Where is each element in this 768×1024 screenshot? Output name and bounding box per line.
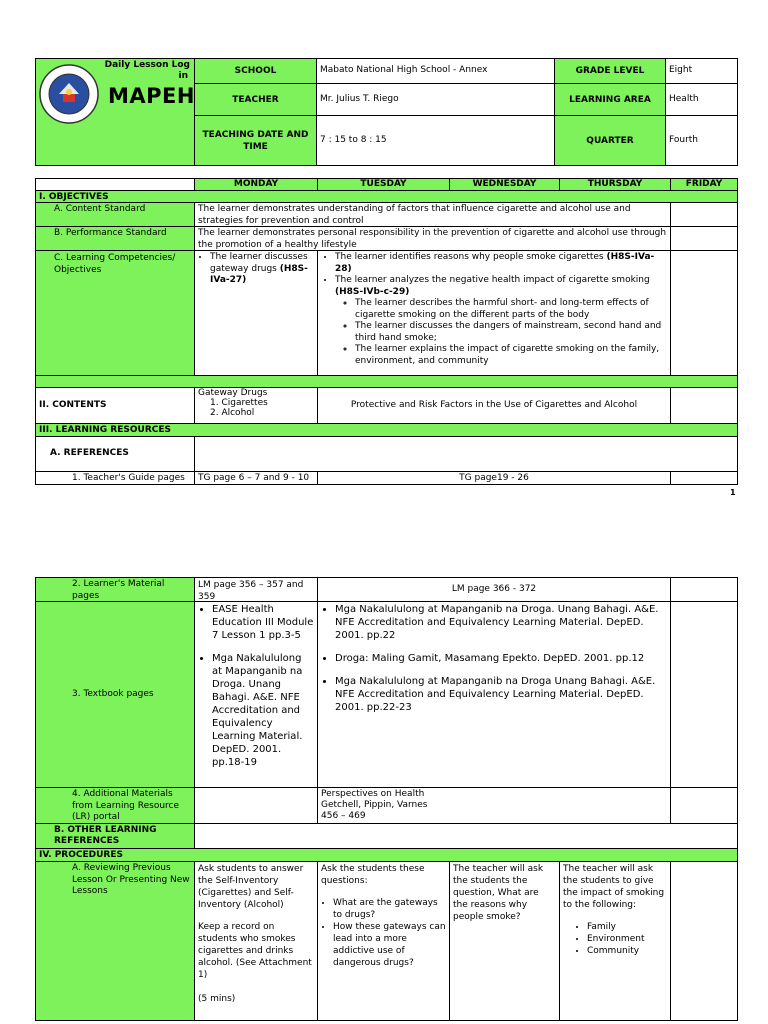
- textbook-item: • Mga Nakalululong at Mapanganib na Droga Unang Bahagi. A&E. NFE Accreditation and Equivalency Learning Material. DepED. 2001. pp.22-23: [335, 675, 667, 714]
- impact-item: • Environment: [587, 933, 667, 945]
- teacher-label: TEACHER: [194, 83, 317, 116]
- objectives-heading: I. OBJECTIVES: [35, 190, 738, 203]
- competencies-friday: [670, 250, 738, 376]
- textbook-friday: [670, 601, 738, 788]
- contents-monday: Gateway Drugs 1. Cigarettes 2. Alcohol: [194, 387, 318, 424]
- page-number: 1: [730, 488, 736, 497]
- reviewing-thursday-1: The teacher will ask the students to give the impact of smoking to the following:: [563, 864, 665, 910]
- other-references-row: [194, 823, 738, 849]
- other-references-label: B. OTHER LEARNING REFERENCES: [35, 823, 195, 849]
- content-standard-text: The learner demonstrates understanding of factors that influence cigarette and alcohol use and strategies for prevention and control: [194, 202, 671, 227]
- competency-subitem: ◦ The learner describes the harmful short- and long-term effects of cigarette smoking on the different parts of the body: [355, 298, 667, 321]
- performance-standard-text: The learner demonstrates personal responsibility in the prevention of cigarette and alcohol use through the promotion of a healthy lifestyle: [194, 226, 671, 251]
- learners-material-monday: LM page 356 – 357 and 359: [194, 577, 318, 602]
- day-tuesday: TUESDAY: [317, 178, 450, 191]
- competencies-tue-thu: [317, 250, 671, 376]
- references-heading: A. REFERENCES: [35, 436, 195, 472]
- textbook-monday: [194, 601, 318, 788]
- impact-item: • Community: [587, 945, 667, 957]
- learning-area-label: LEARNING AREA: [554, 83, 666, 116]
- textbook-item: • EASE Health Education III Module 7 Lesson 1 pp.3-5: [212, 603, 314, 642]
- reviewing-question: • How these gateways can lead into a more addictive use of dangerous drugs?: [333, 921, 446, 969]
- reviewing-tuesday: [317, 861, 450, 1021]
- contents-tue-thu: Protective and Risk Factors in the Use of Cigarettes and Alcohol: [317, 387, 671, 424]
- performance-standard-friday: [670, 226, 738, 251]
- reviewing-question: • What are the gateways to drugs?: [333, 897, 446, 921]
- contents-monday-title: Gateway Drugs: [198, 388, 268, 398]
- day-monday: MONDAY: [194, 178, 318, 191]
- reviewing-friday: [670, 861, 738, 1021]
- reviewing-monday-1: Ask students to answer the Self-Inventory (Cigarettes) and Self-Inventory (Alcohol): [198, 864, 304, 910]
- additional-material-pages: 456 – 469: [321, 811, 366, 821]
- learners-material-friday: [670, 577, 738, 602]
- competencies-monday: [194, 250, 318, 376]
- date-label: TEACHING DATE AND TIME: [194, 115, 317, 166]
- date-value: 7 : 15 to 8 : 15: [316, 115, 555, 166]
- learners-material-tue-thu: LM page 366 - 372: [317, 577, 671, 602]
- textbook-tue-thu: [317, 601, 671, 788]
- reviewing-label: A. Reviewing Previous Lesson Or Presenting New Lessons: [35, 861, 195, 1021]
- additional-materials-label: 4. Additional Materials from Learning Resource (LR) portal: [35, 787, 195, 824]
- competency-item: • The learner analyzes the negative health impact of cigarette smoking (H8S-IVb-c-29) ◦ The learner describes the harmful short- and long-term effects of cigarette smoking on the different parts of the body ◦ The learner discusses the dangers of mainstream, second hand and third hand smoke; ◦ The learner explains the impact of cigarette smoking on the family, environment, and community: [335, 275, 667, 367]
- deped-seal: [38, 63, 100, 125]
- day-friday: FRIDAY: [670, 178, 738, 191]
- competency-subitem: ◦ The learner discusses the dangers of mainstream, second hand and third hand smoke;: [355, 321, 667, 344]
- references-row: [194, 436, 738, 472]
- additional-materials-tuesday: [317, 787, 671, 824]
- teacher-value: Mr. Julius T. Riego: [316, 83, 555, 116]
- subject-title: MAPEH: [108, 84, 195, 108]
- teachers-guide-tue-thu: TG page19 - 26: [317, 471, 671, 485]
- learners-material-label: 2. Learner's Material pages: [35, 577, 195, 602]
- reviewing-wednesday: The teacher will ask the students the question, What are the reasons why people smoke?: [449, 861, 560, 1021]
- quarter-label: QUARTER: [554, 115, 666, 166]
- grade-value: Eight: [665, 58, 738, 84]
- textbook-item: • Mga Nakalululong at Mapanganib na Droga. Unang Bahagi. A&E. NFE Accreditation and Equivalency Learning Material. DepED. 2001. pp.22: [335, 603, 667, 642]
- competency-item: • The learner discusses gateway drugs (H8S-IVa-27): [210, 252, 314, 287]
- additional-materials-monday: [194, 787, 318, 824]
- reviewing-tuesday-1: Ask the students these questions:: [321, 864, 425, 886]
- additional-materials-friday: [670, 787, 738, 824]
- content-standard-label: A. Content Standard: [35, 202, 195, 227]
- textbook-label: 3. Textbook pages: [35, 601, 195, 788]
- reviewing-thursday: [559, 861, 671, 1021]
- reviewing-monday-3: (5 mins): [198, 994, 236, 1004]
- school-label: SCHOOL: [194, 58, 317, 84]
- learning-area-value: Health: [665, 83, 738, 116]
- daily-lesson-log-in: in: [178, 71, 188, 81]
- textbook-item: • Mga Nakalululong at Mapanganib na Droga. Unang Bahagi. A&E. NFE Accreditation and Equivalency Learning Material. DepED. 2001. pp.18-19: [212, 652, 314, 769]
- performance-standard-label: B. Performance Standard: [35, 226, 195, 251]
- quarter-value: Fourth: [665, 115, 738, 166]
- learning-resources-heading: III. LEARNING RESOURCES: [35, 423, 738, 437]
- day-wednesday: WEDNESDAY: [449, 178, 560, 191]
- textbook-item: • Droga: Maling Gamit, Masamang Epekto. DepED. 2001. pp.12: [335, 652, 667, 665]
- additional-material-title: Perspectives on Health: [321, 789, 425, 799]
- daily-lesson-log-label: Daily Lesson Log: [104, 60, 190, 70]
- teachers-guide-monday: TG page 6 – 7 and 9 - 10: [194, 471, 318, 485]
- competency-item: • The learner identifies reasons why people smoke cigarettes (H8S-IVa-28): [335, 252, 667, 275]
- additional-material-authors: Getchell, Pippin, Varnes: [321, 800, 428, 810]
- reviewing-monday-2: Keep a record on students who smokes cigarettes and drinks alcohol. (See Attachment 1): [198, 922, 312, 980]
- competencies-label: C. Learning Competencies/ Objectives: [35, 250, 195, 376]
- teachers-guide-friday: [670, 471, 738, 485]
- grade-label: GRADE LEVEL: [554, 58, 666, 84]
- contents-heading: II. CONTENTS: [35, 387, 195, 424]
- school-value: Mabato National High School - Annex: [316, 58, 555, 84]
- impact-item: • Family: [587, 921, 667, 933]
- teachers-guide-label: 1. Teacher's Guide pages: [35, 471, 195, 485]
- day-thursday: THURSDAY: [559, 178, 671, 191]
- competency-subitem: ◦ The learner explains the impact of cigarette smoking on the family, environment, and community: [355, 344, 667, 367]
- reviewing-monday: [194, 861, 318, 1021]
- content-standard-friday: [670, 202, 738, 227]
- contents-friday: [670, 387, 738, 424]
- procedures-heading: IV. PROCEDURES: [35, 848, 738, 862]
